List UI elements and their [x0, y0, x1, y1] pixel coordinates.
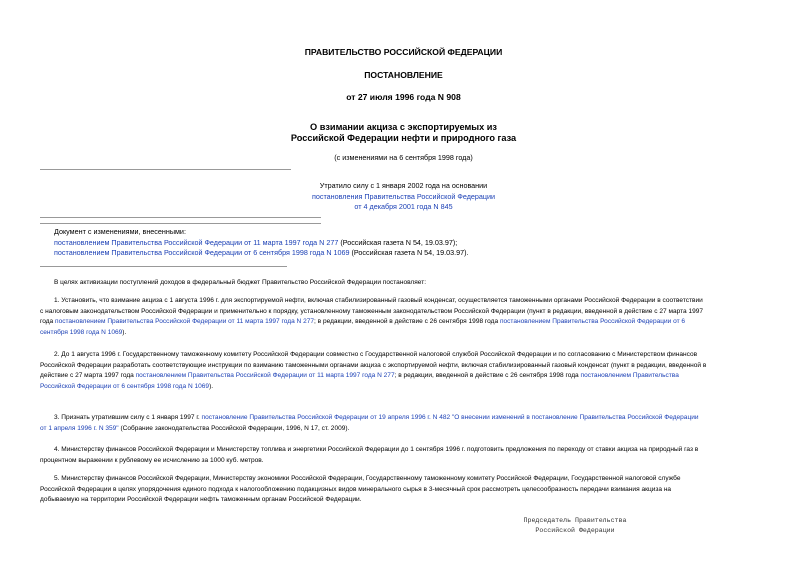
amendment-link[interactable]: постановлением Правительства Российской Федерации от 6 сентября 1998 года N 1069 [54, 248, 350, 258]
divider [40, 266, 287, 267]
decree-link[interactable]: сентября 1998 года N 1069 [40, 328, 123, 336]
paragraph-line: добываемую на территории Российской Федерации нефть таможенным органам Российской Федерации. [40, 496, 362, 504]
paragraph-2 [40, 350, 770, 392]
signature-org: Российской Федерации [535, 526, 615, 534]
paragraph-line: процентном выражении к рублевому ее исчислению за 1000 куб. метров. [40, 456, 264, 464]
divider [40, 169, 291, 170]
paragraph-line [40, 350, 770, 361]
decree-link[interactable]: от 1 апреля 1996 г. N 359" [40, 424, 119, 432]
expiry-link-line-1[interactable]: постановления Правительства Российской Федерации [311, 191, 496, 201]
amendment-item [54, 238, 469, 249]
paragraph-text: 2. До 1 августа 1996 г. Государственному таможенному комитету Российской Федерации совместно с Государственной налоговой службой Российской Федерации и по согласованию с Министерством финансов [54, 351, 698, 358]
paragraph-text: 5. Министерству финансов Российской Федерации, Министерству экономики Российской Федерации, Государственному таможенному комитету Российской Федерации, Государственной налоговой службе [54, 475, 681, 482]
paragraph-line [40, 371, 770, 382]
amendment-source: (Российская газета N 54, 19.03.97). [349, 248, 469, 258]
paragraph-4 [40, 445, 770, 466]
amendment-note: (с изменениями на 6 сентября 1998 года) [334, 153, 473, 162]
paragraph-text: ; в редакции, введенной в действие с 26 сентября 1998 года [394, 372, 581, 380]
amendment-source: (Российская газета N 54, 19.03.97); [338, 237, 458, 247]
signature-title: Председатель Правительства [523, 517, 627, 524]
paragraph-line: Российской Федерации в целях упорядочения единого подхода к налогообложению подакцизных видов минерального сырья в 3-месячный срок рассмотреть целесообразность передачи взимания акциза на [40, 485, 672, 493]
issuer-heading: ПРАВИТЕЛЬСТВО РОССИЙСКОЙ ФЕДЕРАЦИИ [304, 47, 503, 57]
decree-link[interactable]: постановлением Правительства [580, 372, 679, 380]
paragraph-text: ; в редакции, введенной в действие с 26 сентября 1998 года [314, 318, 500, 326]
paragraph-text: 4. Министерству финансов Российской Федерации и Министерству топлива и энергетики Российской Федерации до 1 сентября 1996 г. подготовить предложения по переходу от ставки акциза на природный газ в [54, 446, 699, 453]
document-type-heading: ПОСТАНОВЛЕНИЕ [364, 70, 443, 80]
paragraph-line [40, 474, 770, 485]
preamble-text: В целях активизации поступлений доходов в федеральный бюджет Правительство Российской Федерации постановляет: [54, 279, 427, 286]
decree-link[interactable]: постановление Правительства Российской Федерации от 19 апреля 1996 г. N 482 "О внесении изменений в постановление Правительства Российской Федерации [201, 414, 699, 421]
expiry-link-line-2[interactable]: от 4 декабря 2001 года N 845 [354, 202, 453, 211]
amendment-link[interactable]: постановлением Правительства Российской Федерации от 11 марта 1997 года N 277 [54, 237, 339, 247]
paragraph-line [40, 382, 770, 393]
paragraph-text: 1. Установить, что взимание акциза с 1 августа 1996 г. для экспортируемой нефти, включая стабилизированный газовый конденсат, осуществляется таможенными органами Российской Федерации в соответствии [54, 297, 703, 304]
paragraph-text: ). [122, 328, 127, 336]
divider [40, 223, 321, 224]
paragraph-text: года [40, 318, 56, 326]
document-date-heading: от 27 июля 1996 года N 908 [346, 92, 461, 102]
paragraph-line [40, 317, 770, 328]
preamble [40, 278, 426, 289]
paragraph-line: Российской Федерации разработать соответствующие инструкции по взиманию таможенными органами акциза с экспортируемой нефти, включая стабилизированный газовый конденсат (пункт в редакции, введенной в [40, 361, 707, 369]
decree-link[interactable]: постановлением Правительства Российской Федерации от 11 марта 1997 года N 277 [135, 372, 395, 380]
decree-link[interactable]: постановлением Правительства Российской Федерации от 6 [499, 318, 686, 326]
divider [40, 217, 321, 218]
paragraph-text: ). [209, 382, 214, 390]
amendments-intro: Документ с изменениями, внесенными: [54, 227, 186, 236]
expiry-notice [0, 181, 807, 213]
paragraph-5 [40, 474, 770, 506]
document-title-line-1: О взимании акциза с экспортируемых из [310, 122, 497, 132]
decree-link[interactable]: Российской Федерации от 6 сентября 1998 года N 1069 [40, 382, 210, 390]
paragraph-text: (Собрание законодательства Российской Федерации, 1996, N 17, ст. 2009). [118, 424, 350, 432]
paragraph-line [40, 413, 770, 424]
document-title [0, 122, 807, 144]
paragraph-line [40, 424, 770, 435]
paragraph-text: 3. Признать утратившим силу с 1 января 1997 г. [54, 414, 202, 421]
paragraph-line [40, 445, 770, 456]
expiry-text: Утратило силу с 1 января 2002 года на основании [319, 181, 488, 190]
paragraph-3 [40, 413, 770, 434]
paragraph-line [40, 328, 770, 339]
amendment-item [54, 248, 469, 259]
paragraph-line: с налоговым законодательством Российской Федерации и применительно к порядку, установленному таможенным законодательством Российской Федерации (пункт в редакции, введенной в действие с 27 марта 1997 [40, 307, 704, 315]
paragraph-text: действие с 27 марта 1997 года [40, 372, 136, 380]
document-title-line-2: Российской Федерации нефти и природного газа [290, 133, 517, 143]
decree-link[interactable]: постановлением Правительства Российской Федерации от 11 марта 1997 года N 277 [55, 318, 315, 326]
paragraph-line [40, 296, 770, 307]
signature-block [490, 516, 660, 535]
amendments-block [54, 227, 469, 259]
paragraph-1 [40, 296, 770, 338]
